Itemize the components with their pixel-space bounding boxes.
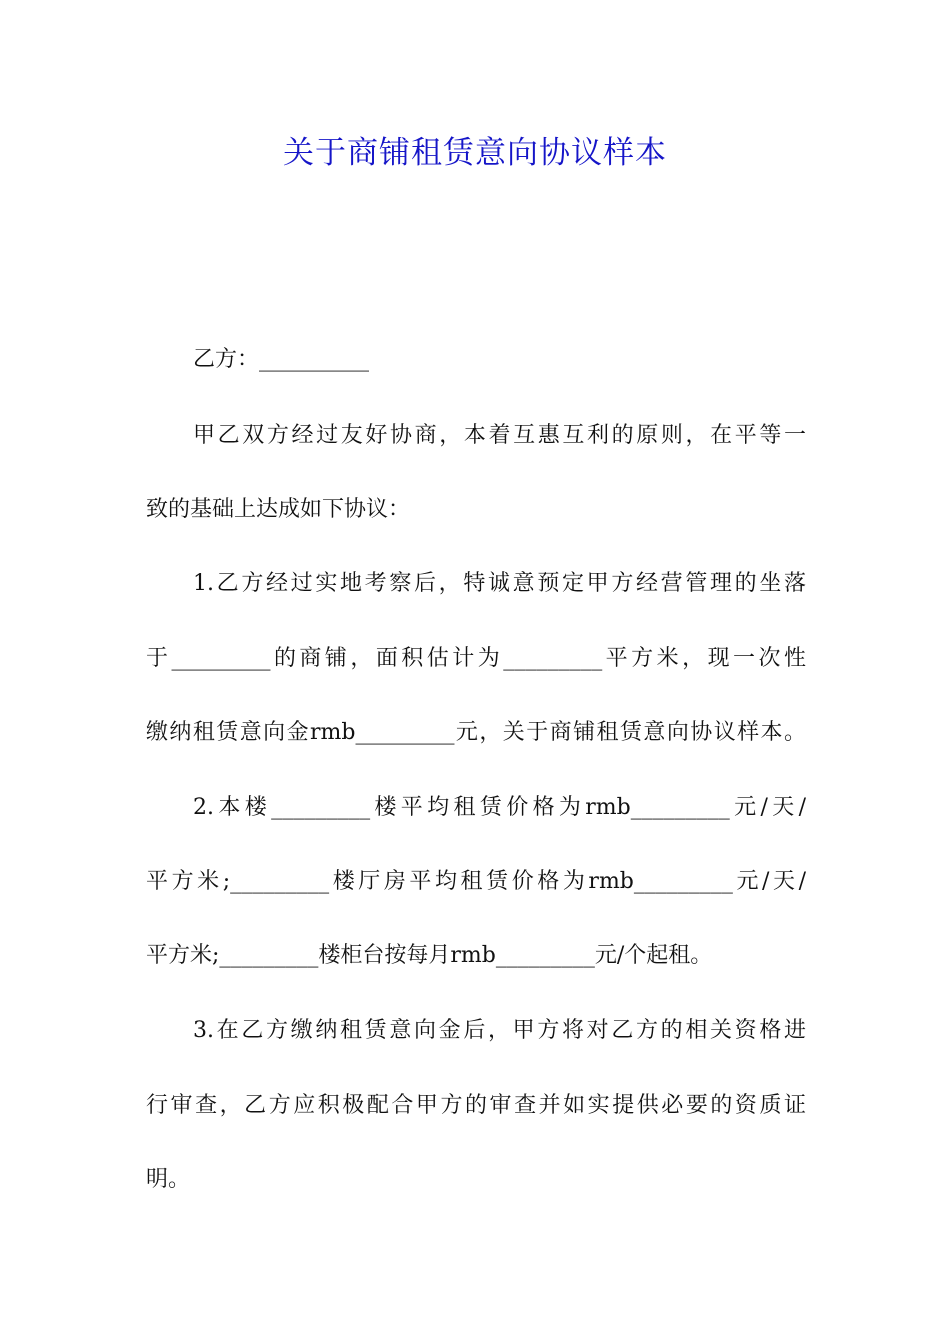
paragraph-line: 平方米;_________楼柜台按每月rmb_________元/个起租。 bbox=[146, 943, 713, 968]
paragraph-line: 于_________的商铺，面积估计为_________平方米，现一次性 bbox=[146, 646, 806, 671]
party-b-line: 乙方：__________ bbox=[193, 347, 370, 372]
document-title: 关于商铺租赁意向协议样本 bbox=[283, 135, 667, 171]
paragraph-line: 致的基础上达成如下协议： bbox=[146, 497, 411, 522]
paragraph-line: 1.乙方经过实地考察后，特诚意预定甲方经营管理的坐落 bbox=[193, 571, 806, 596]
paragraph-line: 缴纳租赁意向金rmb_________元，关于商铺租赁意向协议样本。 bbox=[146, 720, 806, 745]
paragraph-line: 3.在乙方缴纳租赁意向金后，甲方将对乙方的相关资格进 bbox=[193, 1018, 806, 1043]
paragraph-line: 行审查，乙方应积极配合甲方的审查并如实提供必要的资质证 bbox=[146, 1093, 806, 1118]
paragraph-line: 明。 bbox=[146, 1167, 191, 1192]
paragraph-line: 2.本楼_________楼平均租赁价格为rmb_________元/天/ bbox=[193, 795, 806, 820]
paragraph-line: 甲乙双方经过友好协商，本着互惠互利的原则，在平等一 bbox=[193, 423, 806, 448]
paragraph-line: 平方米;_________楼厅房平均租赁价格为rmb_________元/天/ bbox=[146, 869, 806, 894]
